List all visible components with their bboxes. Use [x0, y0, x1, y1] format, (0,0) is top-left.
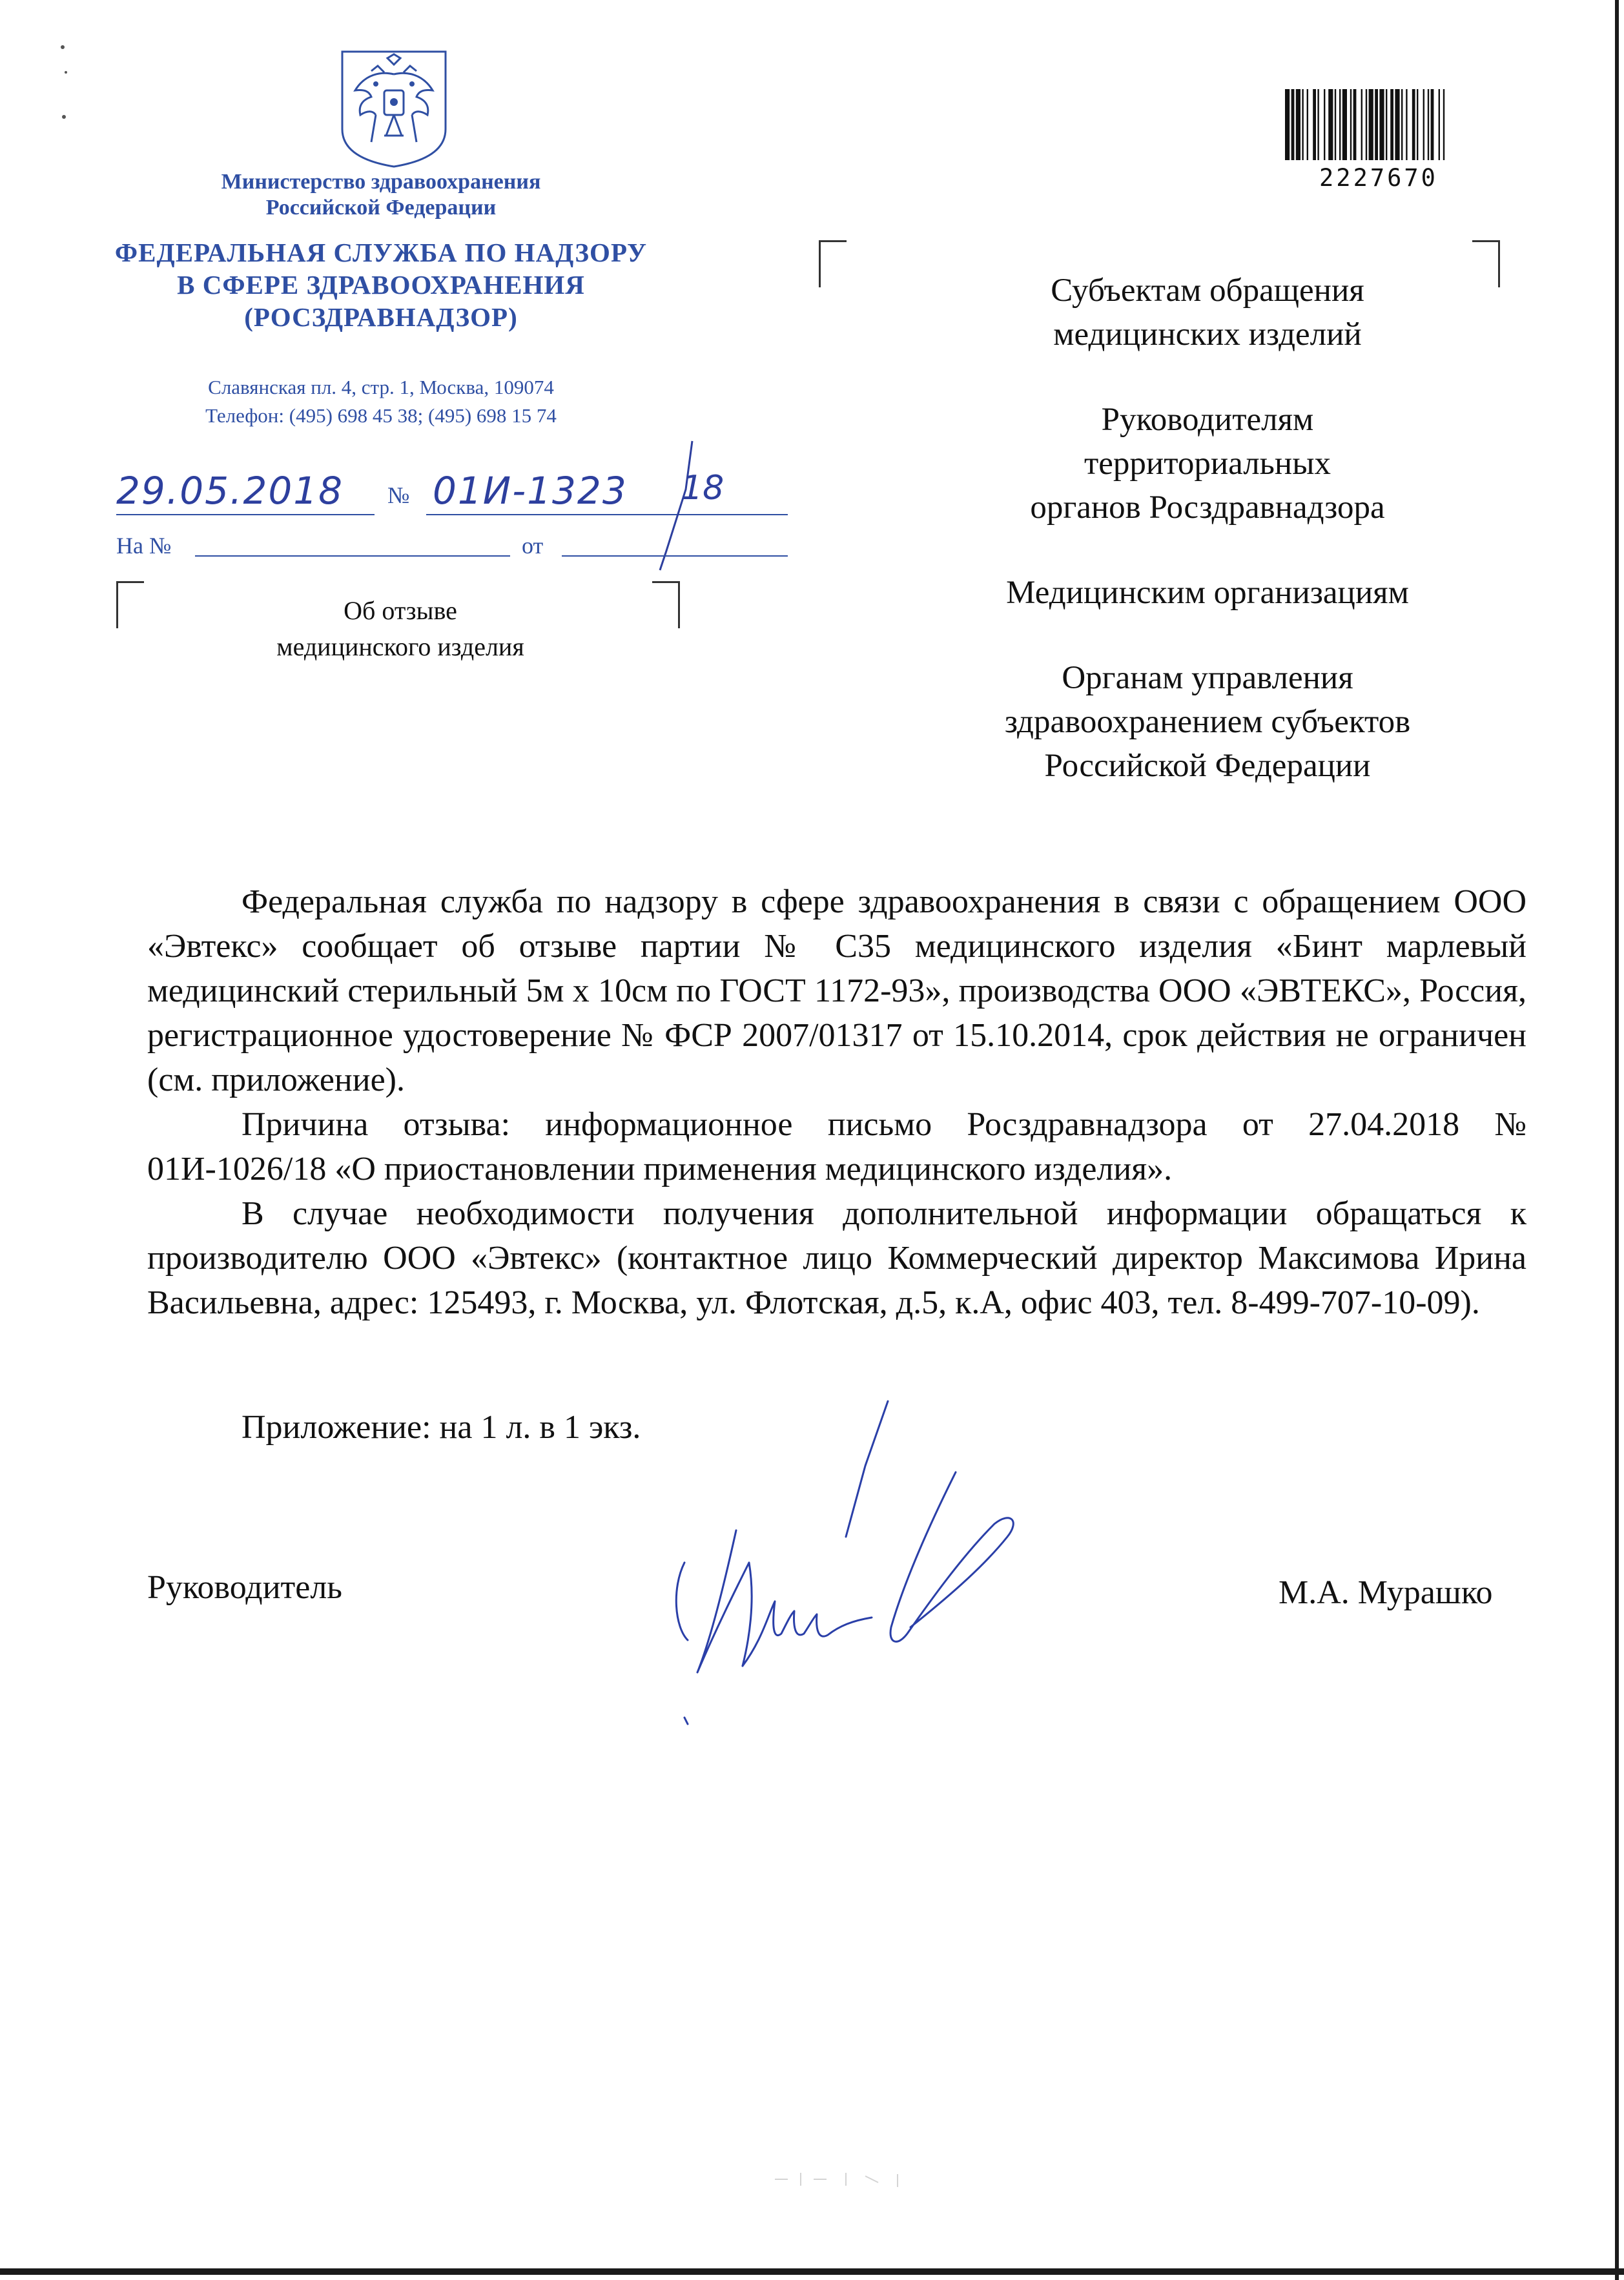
service-name-line1: ФЕДЕРАЛЬНАЯ СЛУЖБА ПО НАДЗОРУ: [114, 238, 648, 267]
in-reply-date-blank: [562, 555, 788, 557]
letterhead-organization: [97, 169, 665, 333]
barcode-sticker: [1233, 62, 1524, 223]
service-name-line2: В СФЕРЕ ЗДРАВООХРАНЕНИЯ: [177, 270, 585, 300]
in-reply-to-line: [116, 529, 684, 562]
coat-of-arms-emblem: [336, 45, 452, 168]
body-paragraph-3: В случае необходимости получения дополнительной информации обращаться к производителю ООО «Эвтекс» (контактное лицо Коммерческий директор Максимова Ирина Васильевна, адрес: 125493, г. Москва, ул. Флотская, д.5, к.А, офис 403, тел. 8-499-707-10-09).: [147, 1195, 1526, 1321]
registration-line: [116, 464, 762, 515]
number-underline: [426, 514, 788, 515]
service-name-line3: (РОСЗДРАВНАДЗОР): [244, 302, 518, 332]
from-label: от: [522, 533, 544, 559]
scan-specks: [58, 45, 77, 123]
addressee-4: Органам управления здравоохранением субъектов Российской Федерации: [1004, 660, 1411, 784]
barcode: [1285, 89, 1481, 160]
date-underline: [116, 514, 375, 515]
subject-line2: медицинского изделия: [276, 632, 524, 661]
number-sign: №: [387, 482, 410, 508]
in-reply-number-blank: [195, 555, 510, 557]
handwritten-signature: [659, 1395, 1072, 1743]
scan-border-bottom: [0, 2268, 1624, 2275]
addressee-bracket-left: [819, 240, 847, 287]
faint-scan-mark: [768, 2166, 936, 2192]
letterhead-contacts: [97, 373, 665, 430]
postal-address: Славянская пл. 4, стр. 1, Москва, 109074: [208, 376, 554, 398]
service-name: [97, 236, 665, 333]
scan-border-right: [1615, 0, 1619, 2280]
barcode-number: 2227670: [1319, 164, 1438, 192]
phone-numbers: Телефон: (495) 698 45 38; (495) 698 15 74: [205, 404, 557, 427]
letter-body: [147, 879, 1526, 1325]
attachment-note: Приложение: на 1 л. в 1 экз.: [242, 1409, 641, 1446]
addressee-1: Субъектам обращения медицинских изделий: [1051, 272, 1364, 353]
signer-name: М.А. Мурашко: [1279, 1574, 1493, 1611]
addressee-2: Руководителям территориальных органов Росздравнадзора: [1030, 402, 1385, 526]
body-paragraph-1: Федеральная служба по надзору в сфере здравоохранения в связи с обращением ООО «Эвтекс» сообщает об отзыве партии № С35 медицинского изделия «Бинт марлевый медицинский стерильный 5м х 10см по ГОСТ 1172-93», производства ООО «ЭВТЕКС», Россия, регистрационное удостоверение № ФСР 2007/01317 от 15.10.2014, срок действия не ограничен (см. приложение).: [147, 883, 1526, 1098]
body-paragraph-2: Причина отзыва: информационное письмо Росздравнадзора от 27.04.2018 № 01И-1026/18 «О приостановлении применения медицинского изделия».: [147, 1106, 1526, 1187]
in-reply-label: На №: [116, 533, 172, 559]
addressee-3: Медицинским организациям: [1006, 575, 1409, 611]
registration-number: 01И-1323: [433, 469, 628, 513]
subject-line1: Об отзыве: [344, 596, 457, 625]
addressee-list: [885, 269, 1530, 829]
ministry-name-line2: Российской Федерации: [265, 196, 497, 220]
letter-subject: [116, 593, 684, 665]
registration-year-suffix: 18: [681, 469, 725, 508]
signer-title: Руководитель: [147, 1569, 342, 1606]
registration-date: 29.05.2018: [116, 469, 344, 513]
ministry-name-line1: Министерство здравоохранения: [221, 170, 541, 194]
